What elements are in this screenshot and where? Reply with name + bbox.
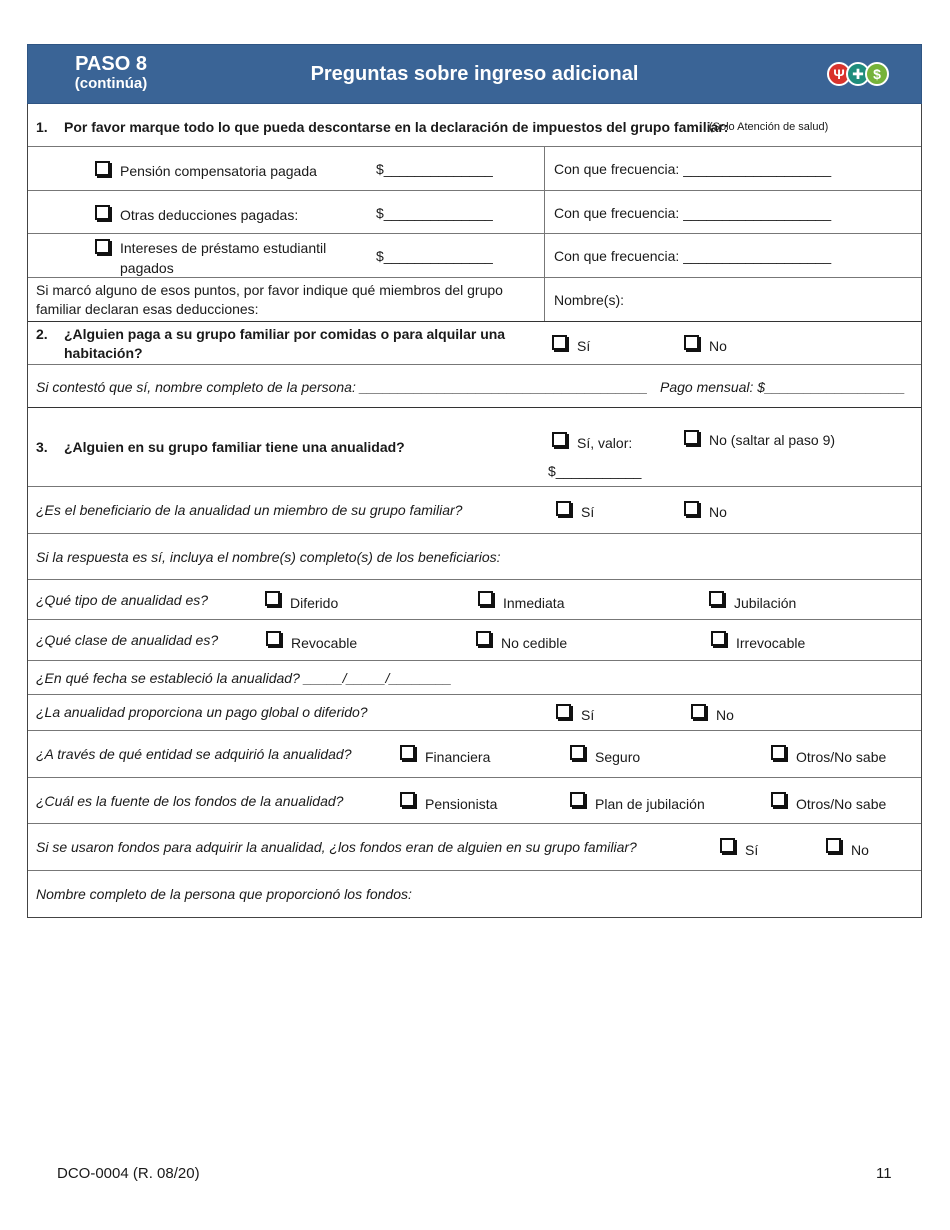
- type-retirement-checkbox[interactable]: [709, 591, 724, 606]
- beneficiary-row: [28, 487, 921, 534]
- annuity-payment-row: [28, 695, 921, 731]
- deduction-row: [28, 147, 921, 191]
- payment-yes-checkbox[interactable]: [556, 704, 571, 719]
- annuity-entity-question: ¿A través de qué entidad se adquirió la anualidad?: [36, 746, 352, 762]
- q1-text: Por favor marque todo lo que pueda descontarse en la declaración de impuestos del grupo familiar:: [64, 119, 729, 135]
- members-question-cont: familiar declaran esas deducciones:: [36, 301, 259, 317]
- step-continued: (continúa): [74, 75, 148, 92]
- type-immediate-checkbox[interactable]: [478, 591, 493, 606]
- q2-yes-label: Sí: [577, 338, 591, 354]
- q2-no-label: No: [709, 338, 727, 354]
- plus-icon: ✚: [846, 62, 870, 86]
- q3-no-label: No (saltar al paso 9): [709, 432, 836, 448]
- deduction-row: [28, 234, 921, 278]
- q1-number: 1.: [36, 119, 48, 135]
- deduction-row: [28, 191, 921, 234]
- source-pensioner-checkbox[interactable]: [400, 792, 415, 807]
- funds-provider-name[interactable]: Nombre completo de la persona que proporcionó los fondos:: [36, 886, 412, 902]
- entity-option-label: Financiera: [425, 749, 491, 765]
- funds-yes-checkbox[interactable]: [720, 838, 735, 853]
- alimony-checkbox[interactable]: [95, 161, 110, 176]
- deduction-amount[interactable]: $______________: [376, 248, 493, 264]
- q3-yes-value-label: Sí, valor:: [577, 435, 633, 451]
- annuity-entity-row: [28, 731, 921, 778]
- beneficiary-yes-label: Sí: [581, 504, 595, 520]
- page-number: 11: [876, 1165, 892, 1182]
- funds-no-checkbox[interactable]: [826, 838, 841, 853]
- q2-person-name[interactable]: Si contestó que sí, nombre completo de la persona: _____________________________________: [36, 379, 648, 395]
- beneficiary-yes-checkbox[interactable]: [556, 501, 571, 516]
- section-header: [27, 44, 922, 104]
- annuity-type-question: ¿Qué tipo de anualidad es?: [36, 592, 209, 608]
- section-title: Preguntas sobre ingreso adicional: [310, 63, 639, 85]
- class-revocable-checkbox[interactable]: [266, 631, 281, 646]
- funds-row: [28, 824, 921, 871]
- other-deductions-checkbox[interactable]: [95, 205, 110, 220]
- deduction-frequency[interactable]: Con que frecuencia: ___________________: [554, 161, 832, 177]
- deduction-label: Otras deducciones pagadas:: [120, 207, 299, 223]
- type-option-label: Jubilación: [734, 595, 797, 611]
- q1-row: [28, 104, 921, 147]
- funds-question: Si se usaron fondos para adquirir la anualidad, ¿los fondos eran de alguien en su grupo familiar?: [36, 839, 637, 855]
- entity-option-label: Seguro: [595, 749, 641, 765]
- q2-text: ¿Alguien paga a su grupo familiar por comidas o para alquilar una: [64, 326, 506, 342]
- entity-option-label: Otros/No sabe: [796, 749, 887, 765]
- form-page: [27, 44, 922, 918]
- form-id: DCO-0004 (R. 08/20): [57, 1165, 200, 1182]
- source-option-label: Otros/No sabe: [796, 796, 887, 812]
- dollar-icon: $: [865, 62, 889, 86]
- annuity-source-question: ¿Cuál es la fuente de los fondos de la anualidad?: [36, 793, 344, 809]
- q3-text: ¿Alguien en su grupo familiar tiene una anualidad?: [64, 439, 405, 455]
- names-field[interactable]: Nombre(s):: [554, 292, 625, 308]
- annuity-payment-question: ¿La anualidad proporciona un pago global o diferido?: [36, 704, 368, 720]
- deduction-amount[interactable]: $______________: [376, 205, 493, 221]
- source-option-label: Pensionista: [425, 796, 498, 812]
- form-table: [27, 104, 922, 918]
- q1-note: (Solo Atención de salud): [709, 121, 829, 133]
- beneficiary-question: ¿Es el beneficiario de la anualidad un miembro de su grupo familiar?: [36, 502, 463, 518]
- entity-insurance-checkbox[interactable]: [570, 745, 585, 760]
- deduction-frequency[interactable]: Con que frecuencia: ___________________: [554, 205, 832, 221]
- q2-monthly-payment[interactable]: Pago mensual: $__________________: [660, 379, 906, 395]
- q3-row: [28, 408, 921, 487]
- members-question: Si marcó alguno de esos puntos, por favor indique qué miembros del grupo: [36, 282, 503, 298]
- deduction-amount[interactable]: $______________: [376, 161, 493, 177]
- deduction-label: Intereses de préstamo estudiantil: [120, 240, 327, 256]
- q2-no-checkbox[interactable]: [684, 335, 699, 350]
- annuity-class-row: [28, 620, 921, 661]
- payment-no-label: No: [716, 707, 734, 723]
- q2-number: 2.: [36, 326, 48, 342]
- q3-value-field[interactable]: $___________: [548, 463, 642, 479]
- step-label: [50, 53, 172, 93]
- funds-yes-label: Sí: [745, 842, 759, 858]
- class-option-label: No cedible: [501, 635, 568, 651]
- funds-provider-row: [28, 871, 921, 917]
- type-option-label: Diferido: [290, 595, 339, 611]
- deduction-frequency[interactable]: Con que frecuencia: ___________________: [554, 248, 832, 264]
- student-loan-checkbox[interactable]: [95, 239, 110, 254]
- class-irrevocable-checkbox[interactable]: [711, 631, 726, 646]
- payment-no-checkbox[interactable]: [691, 704, 706, 719]
- payment-yes-label: Sí: [581, 707, 595, 723]
- beneficiary-names-row: [28, 534, 921, 580]
- annuity-type-row: [28, 580, 921, 620]
- step-number: PASO 8: [75, 53, 147, 75]
- class-nonassignable-checkbox[interactable]: [476, 631, 491, 646]
- q2-followup-row: [28, 365, 921, 408]
- annuity-date-row: [28, 661, 921, 695]
- deduction-label: Pensión compensatoria pagada: [120, 163, 317, 179]
- q2-text-cont: habitación?: [64, 345, 143, 361]
- entity-financial-checkbox[interactable]: [400, 745, 415, 760]
- q3-number: 3.: [36, 439, 48, 455]
- q2-yes-checkbox[interactable]: [552, 335, 567, 350]
- source-other-checkbox[interactable]: [771, 792, 786, 807]
- source-option-label: Plan de jubilación: [595, 796, 705, 812]
- entity-other-checkbox[interactable]: [771, 745, 786, 760]
- program-icons: [827, 62, 889, 86]
- annuity-class-question: ¿Qué clase de anualidad es?: [36, 632, 219, 648]
- beneficiary-no-checkbox[interactable]: [684, 501, 699, 516]
- q2-row: [28, 322, 921, 365]
- source-retirement-plan-checkbox[interactable]: [570, 792, 585, 807]
- annuity-source-row: [28, 778, 921, 824]
- beneficiary-no-label: No: [709, 504, 727, 520]
- deduction-label-cont: pagados: [120, 260, 174, 276]
- members-row: [28, 278, 921, 322]
- class-option-label: Revocable: [291, 635, 358, 651]
- q3-no-checkbox[interactable]: [684, 430, 699, 445]
- beneficiary-names[interactable]: Si la respuesta es sí, incluya el nombre(s) completo(s) de los beneficiarios:: [36, 549, 501, 565]
- class-option-label: Irrevocable: [736, 635, 806, 651]
- type-option-label: Inmediata: [503, 595, 565, 611]
- funds-no-label: No: [851, 842, 869, 858]
- annuity-date-field[interactable]: ¿En qué fecha se estableció la anualidad? _____/_____/________: [36, 670, 452, 686]
- type-deferred-checkbox[interactable]: [265, 591, 280, 606]
- q3-yes-checkbox[interactable]: [552, 432, 567, 447]
- fork-knife-icon: Ψ: [827, 62, 851, 86]
